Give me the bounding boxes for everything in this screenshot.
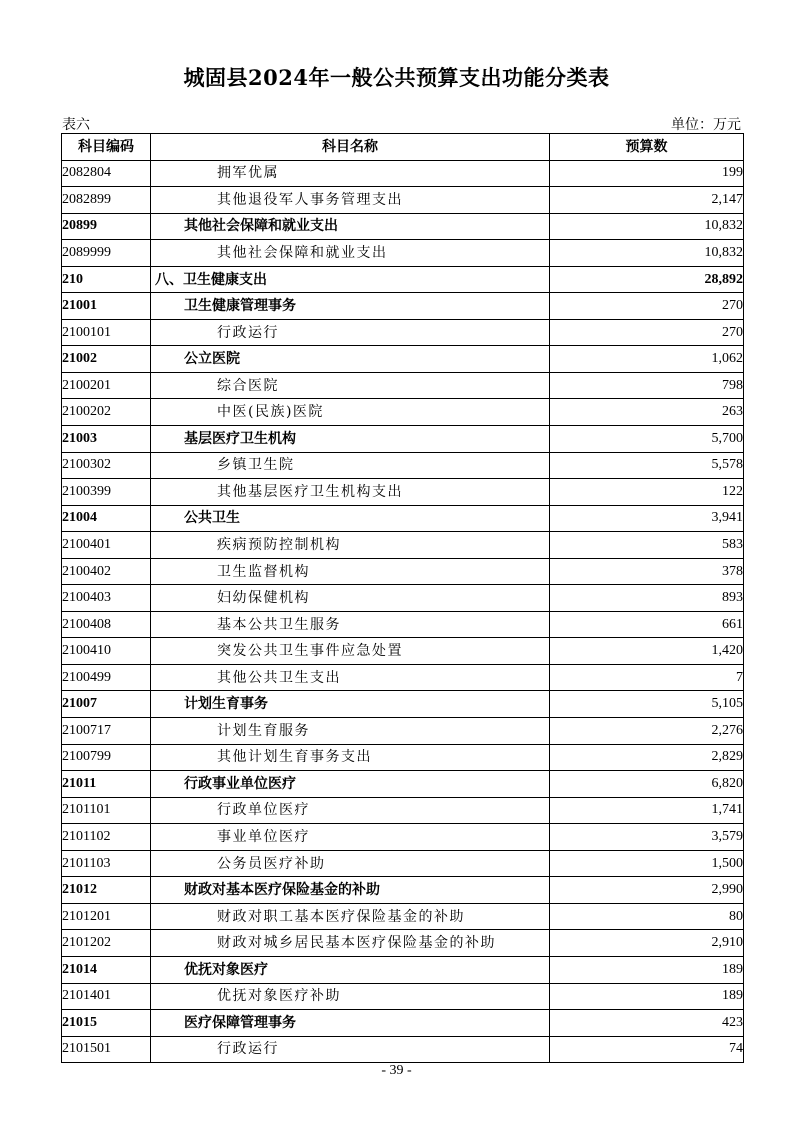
table-row	[62, 930, 744, 957]
table-row	[62, 532, 744, 559]
page-number: - 39 -	[381, 1063, 412, 1078]
table-row	[62, 346, 744, 373]
row-amount: 270	[550, 293, 744, 320]
table-header	[62, 134, 744, 161]
row-amount: 2,910	[550, 930, 744, 957]
row-code: 2100202	[62, 399, 151, 426]
row-code: 2100403	[62, 585, 151, 612]
row-amount: 122	[550, 479, 744, 506]
table-row	[62, 266, 744, 293]
row-name: 行政事业单位医疗	[151, 771, 550, 798]
row-name: 财政对城乡居民基本医疗保险基金的补助	[151, 930, 550, 957]
table-row	[62, 956, 744, 983]
row-code: 2100717	[62, 718, 151, 745]
table-row	[62, 903, 744, 930]
table-row	[62, 585, 744, 612]
row-amount: 583	[550, 532, 744, 559]
row-code: 2100201	[62, 372, 151, 399]
table-row	[62, 771, 744, 798]
row-amount: 5,105	[550, 691, 744, 718]
header-name: 科目名称	[151, 134, 550, 161]
row-name: 综合医院	[151, 372, 550, 399]
page-title: 城固县2024年一般公共预算支出功能分类表	[183, 65, 610, 90]
row-code: 2101401	[62, 983, 151, 1010]
row-code: 21007	[62, 691, 151, 718]
row-name: 公共卫生	[151, 505, 550, 532]
table-row	[62, 399, 744, 426]
table-row	[62, 691, 744, 718]
table-row	[62, 718, 744, 745]
row-amount: 263	[550, 399, 744, 426]
row-amount: 1,741	[550, 797, 744, 824]
row-amount: 74	[550, 1036, 744, 1063]
table-row	[62, 1036, 744, 1063]
unit-label: 单位：万元	[671, 117, 741, 133]
row-code: 2100402	[62, 558, 151, 585]
row-code: 2101501	[62, 1036, 151, 1063]
row-name: 事业单位医疗	[151, 824, 550, 851]
table-body	[62, 160, 744, 1063]
row-name: 妇幼保健机构	[151, 585, 550, 612]
row-amount: 423	[550, 1010, 744, 1037]
row-code: 21004	[62, 505, 151, 532]
table-row	[62, 611, 744, 638]
header-amount: 预算数	[550, 134, 744, 161]
row-amount: 270	[550, 319, 744, 346]
row-code: 2100399	[62, 479, 151, 506]
row-amount: 2,829	[550, 744, 744, 771]
row-name: 财政对基本医疗保险基金的补助	[151, 877, 550, 904]
row-name: 其他基层医疗卫生机构支出	[151, 479, 550, 506]
row-amount: 80	[550, 903, 744, 930]
row-name: 卫生监督机构	[151, 558, 550, 585]
row-amount: 2,990	[550, 877, 744, 904]
row-code: 2100408	[62, 611, 151, 638]
table-row	[62, 505, 744, 532]
row-code: 2101102	[62, 824, 151, 851]
row-amount: 7	[550, 664, 744, 691]
row-name: 八、卫生健康支出	[151, 266, 550, 293]
table-row	[62, 160, 744, 187]
row-name: 计划生育服务	[151, 718, 550, 745]
table-row	[62, 479, 744, 506]
row-code: 2100302	[62, 452, 151, 479]
row-amount: 3,579	[550, 824, 744, 851]
row-name: 其他社会保障和就业支出	[151, 240, 550, 267]
row-amount: 798	[550, 372, 744, 399]
row-name: 基层医疗卫生机构	[151, 426, 550, 453]
row-name: 乡镇卫生院	[151, 452, 550, 479]
row-name: 中医(民族)医院	[151, 399, 550, 426]
row-code: 2100401	[62, 532, 151, 559]
row-name: 其他社会保障和就业支出	[151, 213, 550, 240]
table-row	[62, 850, 744, 877]
table-row	[62, 213, 744, 240]
table-row	[62, 638, 744, 665]
row-amount: 189	[550, 956, 744, 983]
row-code: 2100410	[62, 638, 151, 665]
row-code: 20899	[62, 213, 151, 240]
row-name: 其他计划生育事务支出	[151, 744, 550, 771]
table-row	[62, 319, 744, 346]
table-row	[62, 426, 744, 453]
row-amount: 10,832	[550, 213, 744, 240]
row-name: 公务员医疗补助	[151, 850, 550, 877]
row-name: 公立医院	[151, 346, 550, 373]
row-name: 行政运行	[151, 1036, 550, 1063]
row-name: 拥军优属	[151, 160, 550, 187]
row-code: 21012	[62, 877, 151, 904]
row-name: 行政运行	[151, 319, 550, 346]
row-code: 21014	[62, 956, 151, 983]
row-amount: 189	[550, 983, 744, 1010]
row-amount: 5,578	[550, 452, 744, 479]
row-code: 21011	[62, 771, 151, 798]
row-code: 21003	[62, 426, 151, 453]
row-amount: 1,420	[550, 638, 744, 665]
row-amount: 6,820	[550, 771, 744, 798]
row-name: 基本公共卫生服务	[151, 611, 550, 638]
row-code: 2089999	[62, 240, 151, 267]
row-name: 优抚对象医疗	[151, 956, 550, 983]
row-amount: 10,832	[550, 240, 744, 267]
row-code: 2100101	[62, 319, 151, 346]
table-row	[62, 1010, 744, 1037]
row-code: 2101201	[62, 903, 151, 930]
table-row	[62, 558, 744, 585]
row-amount: 28,892	[550, 266, 744, 293]
row-amount: 661	[550, 611, 744, 638]
row-name: 其他退役军人事务管理支出	[151, 187, 550, 214]
row-amount: 1,062	[550, 346, 744, 373]
table-row	[62, 744, 744, 771]
table-label: 表六	[62, 117, 90, 133]
row-name: 行政单位医疗	[151, 797, 550, 824]
table-row	[62, 187, 744, 214]
row-code: 2082804	[62, 160, 151, 187]
table-row	[62, 824, 744, 851]
table-row	[62, 372, 744, 399]
table-row	[62, 664, 744, 691]
row-code: 2082899	[62, 187, 151, 214]
row-name: 突发公共卫生事件应急处置	[151, 638, 550, 665]
row-code: 21001	[62, 293, 151, 320]
row-amount: 5,700	[550, 426, 744, 453]
row-name: 财政对职工基本医疗保险基金的补助	[151, 903, 550, 930]
table-row	[62, 797, 744, 824]
row-amount: 378	[550, 558, 744, 585]
table-row	[62, 240, 744, 267]
table-row	[62, 983, 744, 1010]
row-name: 优抚对象医疗补助	[151, 983, 550, 1010]
row-amount: 893	[550, 585, 744, 612]
header-code: 科目编码	[62, 134, 151, 161]
row-code: 2101103	[62, 850, 151, 877]
row-code: 2100499	[62, 664, 151, 691]
row-code: 2100799	[62, 744, 151, 771]
row-amount: 1,500	[550, 850, 744, 877]
row-amount: 199	[550, 160, 744, 187]
row-name: 计划生育事务	[151, 691, 550, 718]
table-row	[62, 877, 744, 904]
budget-table	[61, 133, 744, 1063]
row-name: 医疗保障管理事务	[151, 1010, 550, 1037]
row-amount: 3,941	[550, 505, 744, 532]
row-name: 疾病预防控制机构	[151, 532, 550, 559]
row-amount: 2,147	[550, 187, 744, 214]
table-row	[62, 452, 744, 479]
table-row	[62, 293, 744, 320]
row-code: 21015	[62, 1010, 151, 1037]
row-code: 2101202	[62, 930, 151, 957]
row-name: 其他公共卫生支出	[151, 664, 550, 691]
row-code: 210	[62, 266, 151, 293]
header-row	[62, 134, 744, 161]
row-code: 2101101	[62, 797, 151, 824]
row-amount: 2,276	[550, 718, 744, 745]
row-code: 21002	[62, 346, 151, 373]
row-name: 卫生健康管理事务	[151, 293, 550, 320]
